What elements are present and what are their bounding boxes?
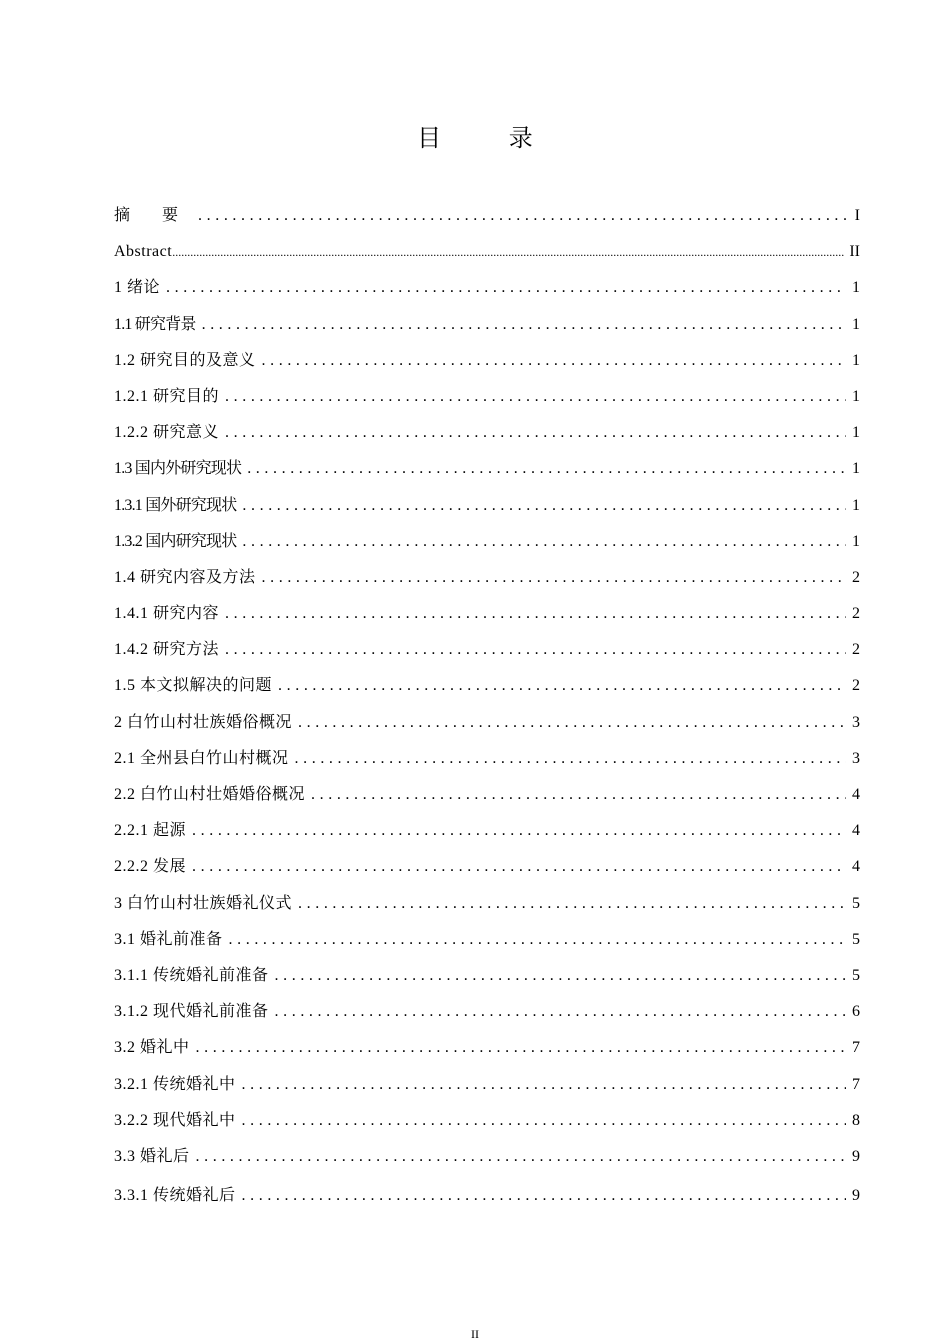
toc-entry-page: 5 (852, 894, 860, 912)
toc-entry-label: 1.2 研究目的及意义 (114, 351, 256, 369)
toc-dot-leader (202, 307, 846, 343)
toc-dot-leader (242, 488, 846, 524)
page-title: 目 录 (417, 124, 563, 152)
toc-entry-abstract-en[interactable] (114, 234, 860, 270)
toc-entry-page: 1 (852, 315, 860, 333)
toc-entry-1-4-1[interactable] (114, 596, 860, 632)
toc-entry-3-1-1[interactable] (114, 958, 860, 994)
toc-entry-label: 3.3 婚礼后 (114, 1147, 190, 1165)
toc-entry-3[interactable] (114, 886, 860, 922)
toc-dot-leader (242, 1103, 846, 1139)
toc-entry-page: 1 (852, 351, 860, 369)
toc-dot-leader (172, 234, 849, 270)
toc-entry-page: 5 (852, 930, 860, 948)
toc-entry-2-2-1[interactable] (114, 813, 860, 849)
toc-entry-page: 3 (852, 713, 860, 731)
toc-entry-page: 3 (852, 749, 860, 767)
toc-entry-label: 1.2.2 研究意义 (114, 424, 220, 442)
toc-entry-page: 5 (852, 966, 860, 984)
toc-entry-label: 3.1.1 传统婚礼前准备 (114, 966, 269, 984)
toc-entry-label: 3.2 婚礼中 (114, 1039, 190, 1057)
toc-dot-leader (225, 379, 846, 415)
toc-dot-leader (262, 560, 846, 596)
toc-entry-3-2-2[interactable] (114, 1103, 860, 1139)
toc-entry-page: 1 (852, 496, 860, 514)
toc-entry-page: 2 (852, 605, 860, 623)
toc-entry-page: 9 (852, 1147, 860, 1165)
toc-entry-label: 1.2.1 研究目的 (114, 387, 220, 405)
toc-dot-leader (242, 1178, 846, 1214)
toc-dot-leader (192, 813, 846, 849)
toc-entry-label: 3.1 婚礼前准备 (114, 930, 223, 948)
toc-entry-label: 摘 要 (114, 207, 193, 224)
toc-entry-page: 2 (852, 568, 860, 586)
toc-entry-page: 2 (852, 677, 860, 695)
toc-dot-leader (196, 1139, 846, 1175)
toc-entry-page: 4 (852, 822, 860, 840)
toc-dot-leader (247, 451, 846, 487)
toc-entry-label: 3 白竹山村壮族婚礼仪式 (114, 894, 293, 912)
toc-entry-page: 1 (852, 460, 860, 478)
toc-entry-label: 3.1.2 现代婚礼前准备 (114, 1003, 269, 1021)
toc-entry-1-3-1[interactable] (114, 488, 860, 524)
toc-entry-label: 1.4 研究内容及方法 (114, 568, 256, 586)
toc-dot-leader (262, 343, 846, 379)
toc-entry-page: 6 (852, 1003, 860, 1021)
toc-entry-2-1[interactable] (114, 741, 860, 777)
toc-entry-page: II (849, 243, 860, 261)
toc-entry-page: I (854, 207, 860, 224)
toc-entry-label: 1.3.2 国内研究现状 (114, 532, 237, 550)
toc-entry-label: 1.4.1 研究内容 (114, 605, 220, 623)
toc-dot-leader (225, 415, 846, 451)
toc-entry-page: 4 (852, 858, 860, 876)
toc-entry-label: 2.1 全州县白竹山村概况 (114, 749, 289, 767)
toc-dot-leader (242, 524, 846, 560)
toc-entry-3-1-2[interactable] (114, 994, 860, 1030)
toc-dot-leader (298, 705, 846, 741)
toc-entry-label: 3.2.1 传统婚礼中 (114, 1075, 236, 1093)
toc-entry-page: 2 (852, 641, 860, 659)
toc-entry-1[interactable] (114, 270, 860, 306)
toc-dot-leader (298, 886, 846, 922)
toc-entry-1-1[interactable] (114, 307, 860, 343)
toc-dot-leader (275, 994, 846, 1030)
toc-entry-1-2-1[interactable] (114, 379, 860, 415)
toc-entry-1-3-2[interactable] (114, 524, 860, 560)
toc-entry-page: 1 (852, 279, 860, 297)
toc-entry-2-2[interactable] (114, 777, 860, 813)
toc-entry-label: 2.2.1 起源 (114, 822, 187, 840)
toc-entry-label: 2.2 白竹山村壮婚婚俗概况 (114, 786, 306, 803)
toc-dot-leader (192, 849, 846, 885)
toc-entry-label: 1.4.2 研究方法 (114, 641, 220, 659)
toc-entry-page: 4 (852, 786, 860, 803)
footer-page-number: II (471, 1327, 479, 1341)
toc-dot-leader (225, 596, 846, 632)
toc-entry-page: 9 (852, 1187, 860, 1205)
toc-dot-leader (225, 632, 846, 668)
toc-entry-2[interactable] (114, 705, 860, 741)
toc-entry-page: 1 (852, 387, 860, 405)
table-of-contents (114, 198, 860, 1214)
toc-dot-leader (166, 270, 846, 306)
toc-entry-page: 7 (852, 1039, 860, 1057)
toc-dot-leader (278, 668, 846, 704)
toc-dot-leader (242, 1067, 846, 1103)
toc-entry-3-2[interactable] (114, 1030, 860, 1066)
toc-dot-leader (275, 958, 846, 994)
toc-entry-abstract-cn[interactable] (114, 198, 860, 234)
toc-entry-label: 2 白竹山村壮族婚俗概况 (114, 713, 293, 731)
toc-entry-1-2-2[interactable] (114, 415, 860, 451)
toc-entry-label: 1 绪论 (114, 279, 161, 297)
toc-entry-1-3[interactable] (114, 451, 860, 487)
toc-entry-page: 7 (852, 1075, 860, 1093)
toc-entry-1-5[interactable] (114, 668, 860, 704)
toc-entry-label: 1.1 研究背景 (114, 315, 196, 333)
toc-entry-1-4-2[interactable] (114, 632, 860, 668)
toc-entry-3-2-1[interactable] (114, 1067, 860, 1103)
toc-entry-label: 3.2.2 现代婚礼中 (114, 1111, 236, 1129)
toc-entry-page: 8 (852, 1111, 860, 1129)
toc-entry-label: 2.2.2 发展 (114, 858, 187, 876)
toc-entry-label: 1.3 国内外研究现状 (114, 460, 242, 478)
toc-dot-leader (196, 1030, 846, 1066)
toc-dot-leader (295, 741, 846, 777)
toc-entry-1-2[interactable] (114, 343, 860, 379)
toc-entry-3-3-1[interactable] (114, 1178, 860, 1214)
toc-entry-3-3[interactable] (114, 1139, 860, 1175)
toc-dot-leader (311, 777, 846, 813)
toc-dot-leader (198, 198, 849, 234)
toc-dot-leader (229, 922, 846, 958)
toc-entry-2-2-2[interactable] (114, 849, 860, 885)
toc-entry-page: 1 (852, 424, 860, 442)
toc-entry-label: 1.5 本文拟解决的问题 (114, 677, 273, 695)
toc-entry-3-1[interactable] (114, 922, 860, 958)
toc-entry-label: 3.3.1 传统婚礼后 (114, 1187, 236, 1205)
toc-entry-page: 1 (852, 532, 860, 550)
toc-entry-label: Abstract (114, 243, 173, 261)
toc-entry-1-4[interactable] (114, 560, 860, 596)
toc-entry-label: 1.3.1 国外研究现状 (114, 496, 237, 514)
